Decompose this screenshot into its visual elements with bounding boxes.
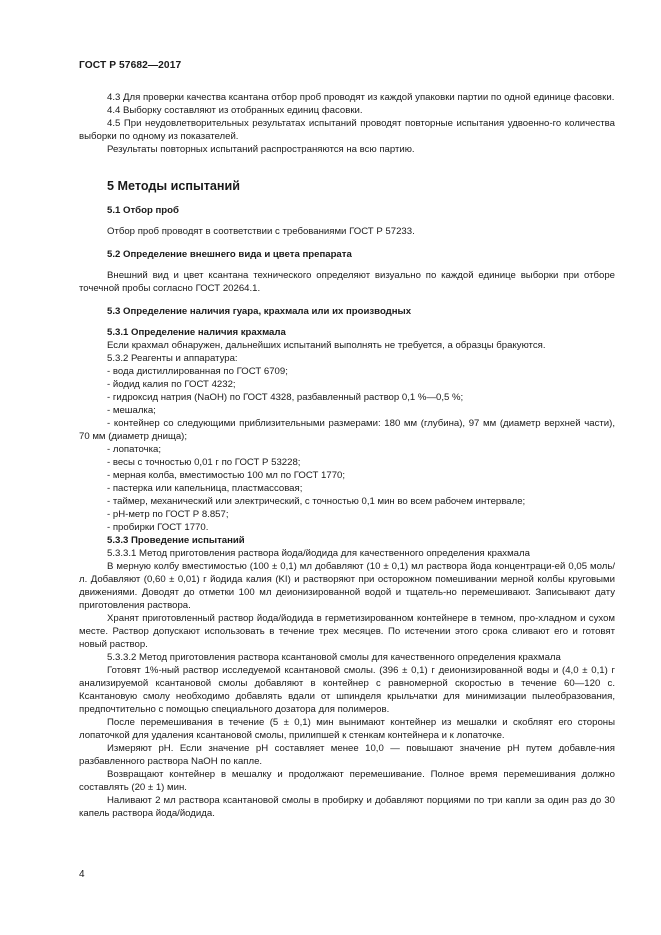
section-5-3-3-1-heading: 5.3.3.1 Метод приготовления раствора йода/йодида для качественного определения крахмала xyxy=(107,548,530,559)
reagent-item: - гидроксид натрия (NaOH) по ГОСТ 4328, разбавленный раствор 0,1 %—0,5 %; xyxy=(107,392,464,403)
section-5-2-text: Внешний вид и цвет ксантана технического определяют визуально по каждой единице выборки при отборе точечной пробы согласно ГОСТ 20264.1. xyxy=(79,270,615,294)
reagent-item: - контейнер со следующими приблизительными размерами: 180 мм (глубина), 97 мм (диаметр верхней части), 70 мм (диаметр днища); xyxy=(79,418,615,442)
section-5-3-3-2-heading: 5.3.3.2 Метод приготовления раствора ксантановой смолы для качественного определения крахмала xyxy=(107,652,561,663)
section-5-2-heading: 5.2 Определение внешнего вида и цвета препарата xyxy=(107,249,352,260)
section-5-heading: 5 Методы испытаний xyxy=(107,179,240,193)
document-body xyxy=(79,91,615,820)
reagent-item: - мерная колба, вместимостью 100 мл по ГОСТ 1770; xyxy=(107,470,346,481)
section-5-3-3-heading: 5.3.3 Проведение испытаний xyxy=(107,535,245,546)
section-5-1-heading: 5.1 Отбор проб xyxy=(107,205,179,216)
section-5-3-3-1-paragraph: В мерную колбу вместимостью (100 ± 0,1) мл добавляют (10 ± 0,1) мл раствора йода концентраци-ей 0,05 моль/л. Добавляют (0,60 ± 0,01) г йодида калия (KI) и растворяют при осторожном помешивании мерной колбы круговыми движениями. Доводят до отметки 100 мл деионизированной водой и тщатель-но перемешивают. Записывают дату приготовления раствора. xyxy=(79,561,615,611)
reagent-item: - вода дистиллированная по ГОСТ 6709; xyxy=(107,366,288,377)
reagent-item: - весы с точностью 0,01 г по ГОСТ Р 53228; xyxy=(107,457,301,468)
paragraph-4-5: 4.5 При неудовлетворительных результатах испытаний проводят повторные испытания удвоенно-го количества выборки по одному из показателей. xyxy=(79,118,615,142)
reagent-item: - пастерка или капельница, пластмассовая; xyxy=(107,483,303,494)
section-5-3-3-1-paragraph: Хранят приготовленный раствор йода/йодида в герметизированном контейнере в темном, про-хладном и сухом месте. Раствор допускают использовать в течение трех месяцев. По истечении этого срока сливают его и готовят новый раствор. xyxy=(79,613,615,650)
section-5-3-3-2-paragraph: Измеряют pH. Если значение pH составляет менее 10,0 — повышают значение pH путем добавле-ния разбавленного раствора NaOH по капле. xyxy=(79,743,615,767)
reagent-item: - пробирки ГОСТ 1770. xyxy=(107,522,209,533)
paragraph-4-4: 4.4 Выборку составляют из отобранных единиц фасовки. xyxy=(107,105,363,116)
paragraph-repeat-results: Результаты повторных испытаний распространяются на всю партию. xyxy=(107,144,415,155)
section-5-3-3-2-paragraph: Готовят 1%-ный раствор исследуемой ксантановой смолы. (396 ± 0,1) г деионизированной воды и (4,0 ± 0,1) г анализируемой ксантановой смолы добавляют в контейнер с равномерной скоростью в течение 60—120 с. Ксантановую смолу необходимо добавлять вдали от шпинделя крыльчатки для минимизации пылеобразования, предпочтительно с помощью специального дозатора для полимеров. xyxy=(79,665,615,715)
section-5-3-1-heading: 5.3.1 Определение наличия крахмала xyxy=(107,327,286,338)
reagent-item: - йодид калия по ГОСТ 4232; xyxy=(107,379,236,390)
section-5-3-3-2-paragraph: Наливают 2 мл раствора ксантановой смолы в пробирку и добавляют порциями по три капли за один раз до 30 капель раствора йода/йодида. xyxy=(79,795,615,819)
reagent-item: - мешалка; xyxy=(107,405,156,416)
reagent-item: - таймер, механический или электрический, с точностью 0,1 мин во всем рабочем интервале; xyxy=(107,496,526,507)
section-5-3-3-2-paragraph: Возвращают контейнер в мешалку и продолжают перемешивание. Полное время перемешивания должно составлять (20 ± 1) мин. xyxy=(79,769,615,793)
reagent-item: - pH-метр по ГОСТ Р 8.857; xyxy=(107,509,229,520)
page-number: 4 xyxy=(79,869,85,880)
reagent-item: - лопаточка; xyxy=(107,444,162,455)
section-5-1-text: Отбор проб проводят в соответствии с требованиями ГОСТ Р 57233. xyxy=(107,226,415,237)
section-5-3-3-2-paragraph: После перемешивания в течение (5 ± 0,1) мин вынимают контейнер из мешалки и скобляят его стороны лопаточкой для удаления ксантановой смолы, прилипшей к стенкам контейнера и к лопаточке. xyxy=(79,717,615,741)
section-5-3-2-heading: 5.3.2 Реагенты и аппаратура: xyxy=(107,353,238,364)
document-header: ГОСТ Р 57682—2017 xyxy=(79,60,182,71)
section-5-3-heading: 5.3 Определение наличия гуара, крахмала или их производных xyxy=(107,306,412,317)
section-5-3-1-text: Если крахмал обнаружен, дальнейших испытаний выполнять не требуется, а образцы бракуются. xyxy=(107,340,546,351)
paragraph-4-3: 4.3 Для проверки качества ксантана отбор проб проводят из каждой упаковки партии по одной единице фасовки. xyxy=(107,92,615,103)
